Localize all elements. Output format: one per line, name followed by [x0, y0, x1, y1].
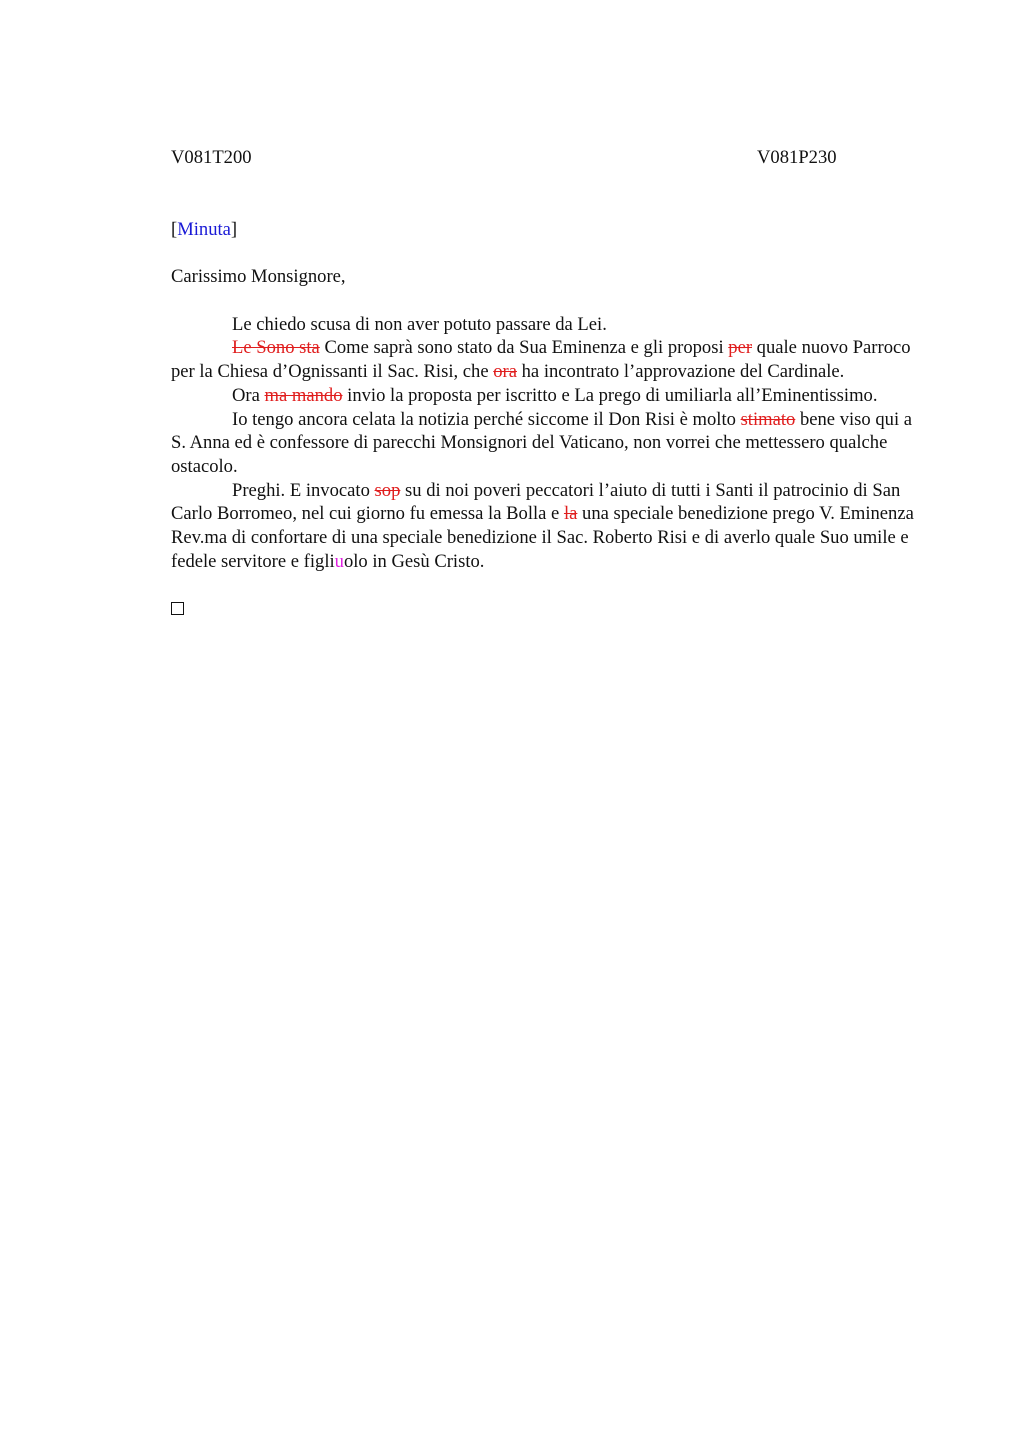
- paragraph-5-text: Preghi. E invocato: [232, 479, 375, 501]
- inserted-text: u: [334, 550, 344, 572]
- greeting: Carissimo Monsignore,: [171, 266, 346, 288]
- note-label: Minuta: [177, 219, 231, 240]
- paragraph-2: [171, 336, 931, 383]
- empty-box-icon: [171, 602, 184, 615]
- header-right-code: V081P230: [757, 147, 837, 168]
- paragraph-2-text: Come saprà sono stato da Sua Eminenza e gli proposi: [319, 337, 729, 359]
- header-left-code: V081T200: [171, 147, 252, 168]
- paragraph-1-text: Le chiedo scusa di non aver potuto passare da Lei.: [232, 313, 607, 335]
- deleted-text: la: [563, 503, 578, 525]
- paragraph-5-text: su di noi poveri peccatori l’aiuto di tutti i Santi il patrocinio di San Carlo Borromeo, nel cui giorno fu emessa la Bolla e: [171, 479, 901, 525]
- paragraph-3-text: invio la proposta per iscritto e La prego di umiliarla all’Eminentissimo.: [342, 384, 878, 406]
- paragraph-5: [171, 479, 931, 574]
- paragraph-1: [171, 313, 931, 337]
- minuta-note: [171, 218, 931, 242]
- deleted-text: stimato: [740, 408, 796, 430]
- deleted-text: ma mando: [264, 384, 343, 406]
- paragraph-4: [171, 408, 931, 479]
- note-close-bracket: ]: [230, 219, 238, 240]
- deleted-text: per: [728, 337, 753, 359]
- letter-body: [171, 218, 931, 621]
- deleted-text: sop: [374, 479, 401, 501]
- end-marker: [171, 597, 931, 621]
- paragraph-3-text: Ora: [232, 384, 265, 406]
- deleted-text: Le Sono sta: [232, 337, 320, 359]
- spacer: [171, 242, 931, 266]
- deleted-text: ora: [493, 361, 517, 383]
- paragraph-4-text: Io tengo ancora celata la notizia perché siccome il Don Risi è molto: [232, 408, 741, 430]
- paragraph-4-text: bene viso qui a S. Anna ed è confessore di parecchi Monsignori del Vaticano, non vorrei che mettessero qualche ostacolo.: [171, 408, 913, 477]
- note-open-bracket: [: [171, 219, 178, 240]
- spacer: [171, 289, 931, 313]
- paragraph-2-text: ha incontrato l’approvazione del Cardinale.: [516, 361, 845, 383]
- paragraph-3: [171, 384, 931, 408]
- paragraph-2-text: quale nuovo Parroco per la Chiesa d’Ognissanti il Sac. Risi, che: [171, 337, 911, 383]
- paragraph-5-text: olo in Gesù Cristo.: [343, 550, 485, 572]
- spacer: [171, 574, 931, 598]
- paragraph-5-text: una speciale benedizione prego V. Eminenza Rev.ma di confortare di una speciale benedizione il Sac. Roberto Risi e di averlo quale Suo umile e fedele servitore e figli: [171, 503, 914, 572]
